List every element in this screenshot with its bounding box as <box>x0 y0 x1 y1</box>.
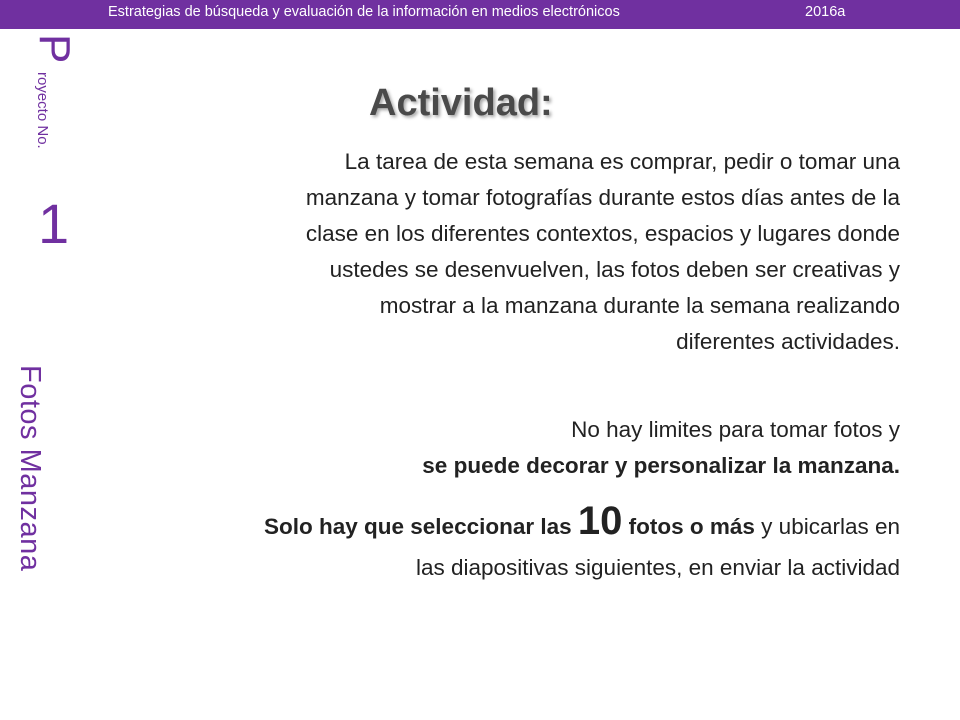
sidebar-letter: P <box>30 34 79 64</box>
selection-bold-start: Solo hay que seleccionar las <box>264 514 578 539</box>
paragraph-line: mostrar a la manzana durante la semana realizando <box>379 293 900 318</box>
photo-count: 10 <box>577 499 623 543</box>
selection-bold-end: fotos o más <box>622 514 755 539</box>
paragraph-line: La tarea de esta semana es comprar, pedir o tomar una <box>344 149 900 174</box>
sidebar-label: royecto No. <box>34 72 51 149</box>
selection-line <box>90 498 900 550</box>
limits-paragraph <box>110 412 900 484</box>
limits-line: No hay limites para tomar fotos y <box>571 417 900 442</box>
header-bar <box>0 0 960 29</box>
paragraph-line: clase en los diferentes contextos, espacios y lugares donde <box>305 221 900 246</box>
paragraph-line: diferentes actividades. <box>676 329 900 354</box>
header-title: Estrategias de búsqueda y evaluación de la información en medios electrónicos <box>108 4 620 20</box>
final-line: las diapositivas siguientes, en enviar la actividad <box>415 555 900 580</box>
sidebar-number: 1 <box>38 192 70 255</box>
header-year: 2016a <box>805 4 846 20</box>
selection-rest: y ubicarlas en <box>754 514 900 539</box>
page-title: Actividad: <box>369 82 553 124</box>
selection-paragraph <box>90 498 900 586</box>
sidebar-topic: Fotos Manzana <box>14 365 46 572</box>
decorate-line: se puede decorar y personalizar la manzana. <box>422 453 900 478</box>
paragraph-line: manzana y tomar fotografías durante estos días antes de la <box>305 185 900 210</box>
task-paragraph <box>110 144 900 360</box>
paragraph-line: ustedes se desenvuelven, las fotos deben ser creativas y <box>329 257 900 282</box>
